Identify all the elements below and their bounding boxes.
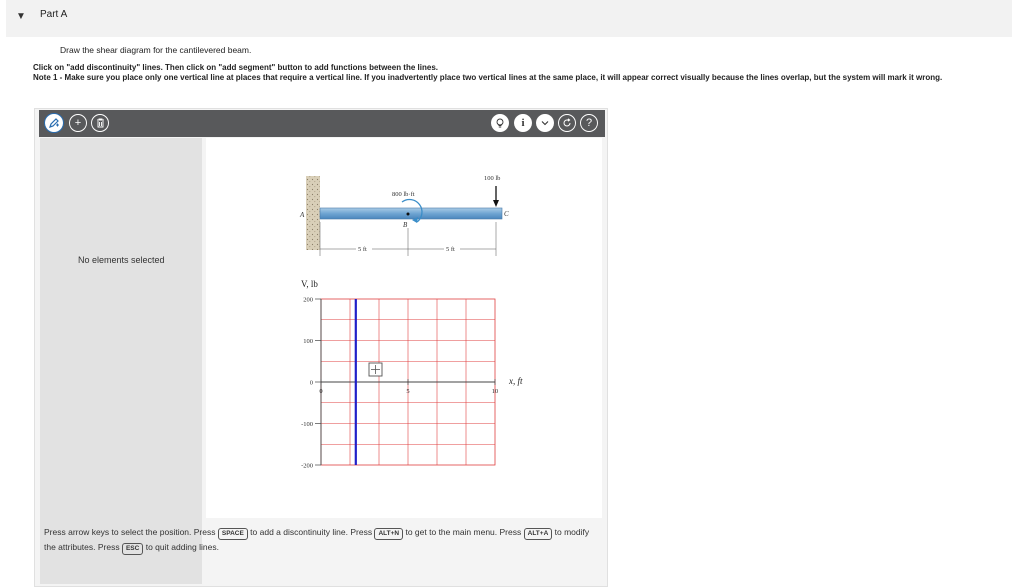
part-title: Part A bbox=[40, 9, 68, 20]
trash-icon[interactable] bbox=[91, 114, 109, 132]
dimension-label-1: 5 ft bbox=[358, 246, 367, 253]
hint-bulb-icon[interactable] bbox=[491, 114, 509, 132]
help-text-3: to get to the main menu. Press bbox=[405, 527, 522, 537]
help-text-1: Press arrow keys to select the position. Press bbox=[44, 527, 216, 537]
beam-figure bbox=[299, 175, 509, 256]
help-text-2: to add a discontinuity line. Press bbox=[250, 527, 373, 537]
collapse-caret-icon[interactable]: ▼ bbox=[16, 11, 26, 22]
key-esc: ESC bbox=[122, 543, 143, 555]
plus-icon[interactable]: + bbox=[69, 114, 87, 132]
x-tick-label: 10 bbox=[491, 388, 499, 395]
key-space: SPACE bbox=[218, 528, 248, 540]
y-tick-label: 200 bbox=[303, 296, 313, 304]
point-b-dot bbox=[407, 213, 410, 216]
shear-plot[interactable] bbox=[301, 279, 523, 470]
moment-label: 800 lb·ft bbox=[392, 191, 415, 198]
y-tick-label: 0 bbox=[309, 379, 313, 387]
drawing-canvas[interactable] bbox=[206, 138, 602, 518]
help-text-5: to quit adding lines. bbox=[145, 542, 219, 552]
x-tick-label: 0 bbox=[319, 388, 323, 395]
instruction-click-text: Click on "add discontinuity" lines. Then click on "add segment" button to add functions between the lines. bbox=[33, 63, 438, 72]
y-axis-label: V, lb bbox=[301, 279, 318, 289]
x-tick-label: 5 bbox=[406, 388, 410, 395]
instruction-note-text: Note 1 - Make sure you place only one vertical line at places that require a vertical line. If you inadvertently place two vertical lines at the same place, it will appear correct visually because the lines overlap, but the system will mark it wrong. bbox=[33, 73, 943, 82]
selection-status: No elements selected bbox=[78, 255, 165, 265]
beam bbox=[320, 208, 502, 219]
key-alt-n: ALT+N bbox=[374, 528, 403, 540]
fixed-wall bbox=[306, 176, 320, 250]
load-label: 100 lb bbox=[484, 175, 501, 182]
y-tick-label: -200 bbox=[301, 462, 313, 470]
dimension-label-2: 5 ft bbox=[446, 246, 455, 253]
pencil-plus-icon[interactable] bbox=[44, 113, 64, 133]
attributes-panel bbox=[40, 138, 202, 584]
reset-icon[interactable] bbox=[558, 114, 576, 132]
point-b-label: B bbox=[403, 221, 408, 229]
x-axis-label: x, ft bbox=[509, 376, 523, 386]
info-icon[interactable]: i bbox=[514, 114, 532, 132]
diagram-svg bbox=[206, 138, 602, 518]
chevron-down-icon[interactable] bbox=[536, 114, 554, 132]
point-c-label: C bbox=[504, 210, 509, 218]
help-icon[interactable]: ? bbox=[580, 114, 598, 132]
instruction-text: Draw the shear diagram for the cantilevered beam. bbox=[60, 45, 252, 55]
keyboard-help bbox=[44, 525, 600, 555]
point-a-label: A bbox=[300, 211, 305, 219]
part-header[interactable] bbox=[6, 0, 1012, 37]
toolbar bbox=[39, 110, 605, 137]
y-tick-label: -100 bbox=[301, 421, 313, 428]
cursor-icon bbox=[369, 363, 382, 376]
key-alt-a: ALT+A bbox=[524, 528, 553, 540]
help-text-4: to modify the attributes. Press bbox=[44, 527, 590, 552]
y-tick-label: 100 bbox=[303, 338, 313, 345]
